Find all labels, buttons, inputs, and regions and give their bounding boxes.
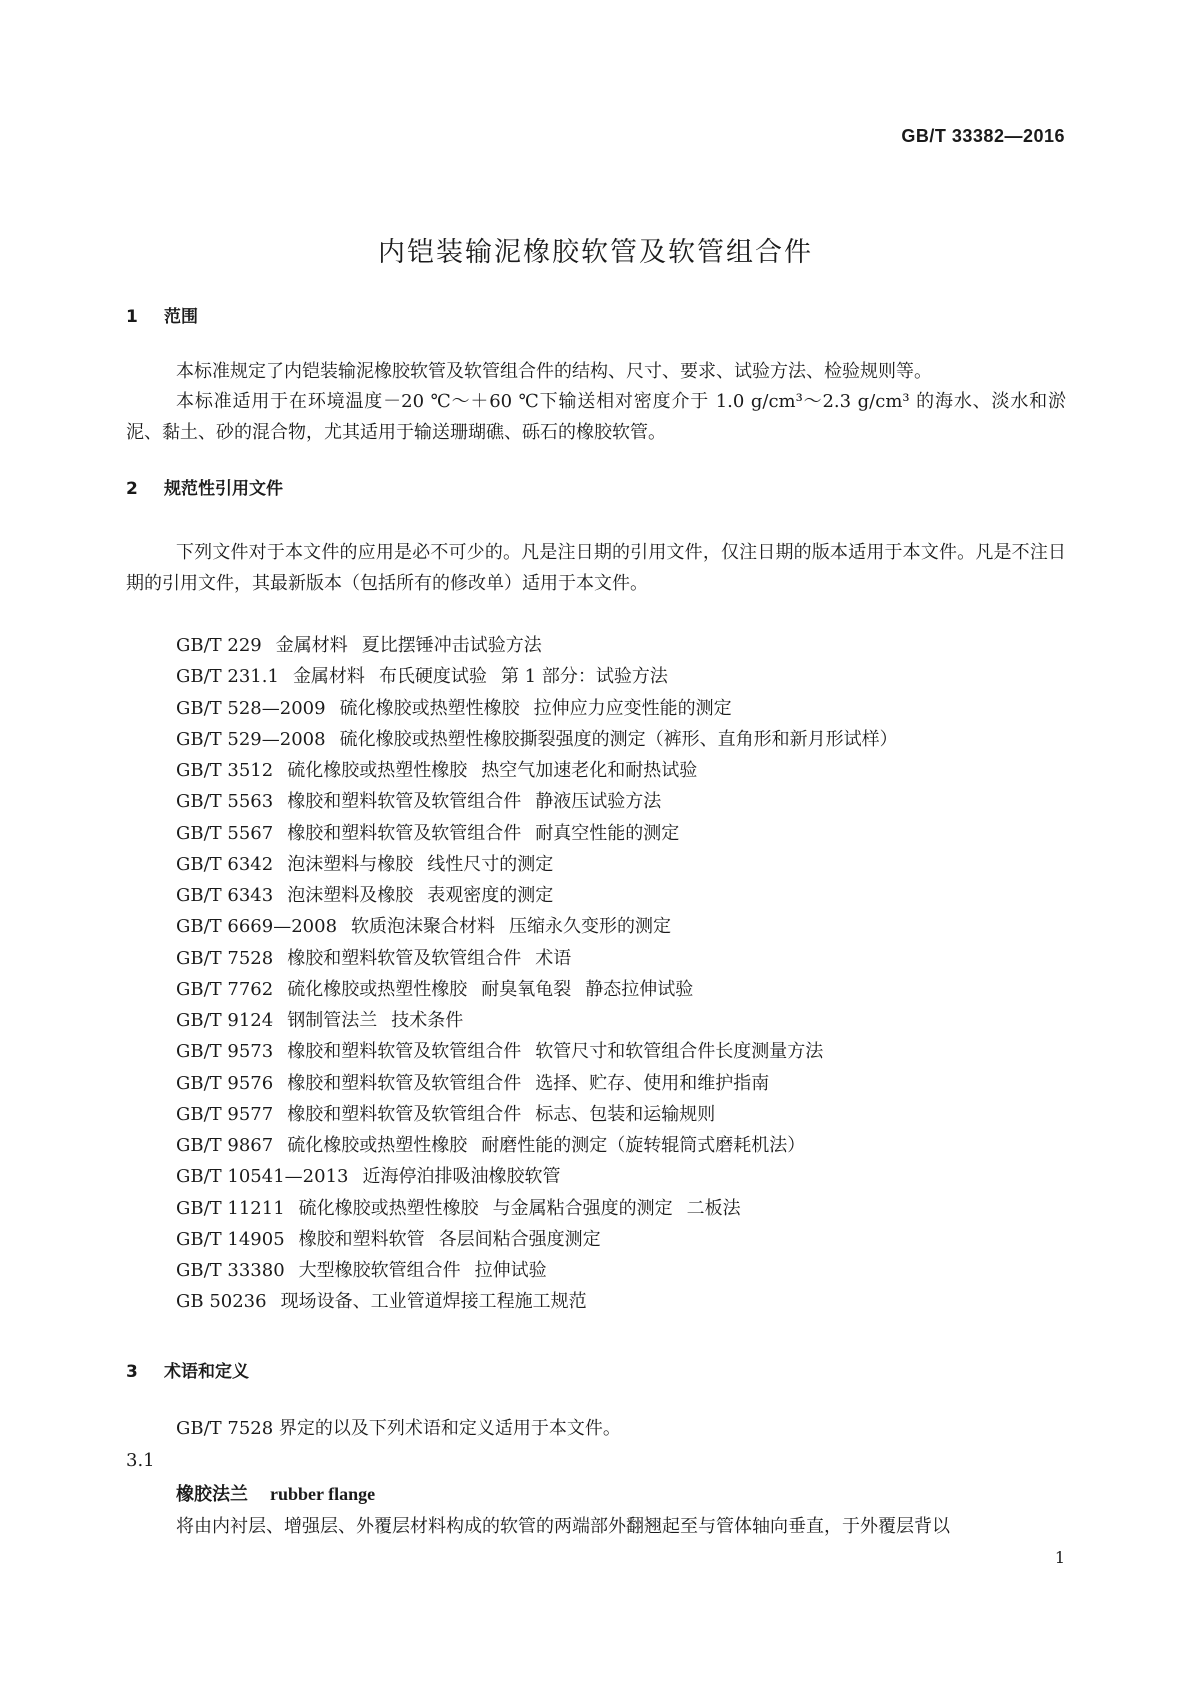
reference-title-part: 耐磨性能的测定（旋转辊筒式磨耗机法） [481, 1135, 806, 1156]
reference-title-part: 橡胶和塑料软管及软管组合件 [287, 791, 522, 813]
reference-code: GB/T 6669—2008 [176, 916, 338, 938]
reference-title-part: 表观密度的测定 [427, 885, 554, 906]
reference-code: GB/T 9577 [176, 1103, 274, 1125]
reference-code: GB/T 5567 [176, 822, 274, 844]
reference-title-part: 软管尺寸和软管组合件长度测量方法 [535, 1041, 824, 1063]
document-title: 内铠装输泥橡胶软管及软管组合件 [378, 237, 813, 268]
reference-title-part: 技术条件 [391, 1010, 464, 1031]
reference-title-part: 橡胶和塑料软管及软管组合件 [287, 1103, 522, 1125]
term-heading [176, 1480, 375, 1506]
reference-code: GB/T 231.1 [176, 666, 279, 688]
reference-item [176, 693, 912, 724]
reference-code: GB/T 14905 [176, 1228, 285, 1250]
reference-code: GB/T 9573 [176, 1041, 274, 1063]
term-chinese: 橡胶法兰 [176, 1484, 248, 1505]
reference-code: GB/T 528—2009 [176, 697, 326, 719]
reference-title-part: 橡胶和塑料软管及软管组合件 [287, 947, 522, 969]
reference-item [176, 755, 912, 786]
section-2-intro: 下列文件对于本文件的应用是必不可少的。凡是注日期的引用文件，仅注日期的版本适用于本文件。凡是不注日期的引用文件，其最新版本（包括所有的修改单）适用于本文件。 [126, 542, 1066, 594]
reference-code: GB/T 6342 [176, 853, 274, 875]
reference-title-part: 标志、包装和运输规则 [535, 1103, 716, 1125]
section-1-heading [126, 302, 198, 327]
reference-item [176, 1005, 912, 1036]
reference-code: GB/T 5563 [176, 791, 274, 813]
reference-code: GB/T 33380 [176, 1260, 285, 1281]
term-definition: 将由内衬层、增强层、外覆层材料构成的软管的两端部外翻翘起至与管体轴向垂直，于外覆层背以 [176, 1516, 950, 1537]
reference-code: GB/T 7528 [176, 947, 274, 969]
reference-code: GB/T 6343 [176, 885, 274, 906]
reference-item [176, 911, 912, 942]
reference-title-part: 大型橡胶软管组合件 [298, 1260, 461, 1281]
reference-title-part: 硫化橡胶或热塑性橡胶撕裂强度的测定（裤形、直角形和新月形试样） [339, 728, 898, 750]
reference-item [176, 880, 912, 911]
reference-title-part: 线性尺寸的测定 [427, 853, 554, 875]
reference-title-part: 选择、贮存、使用和维护指南 [535, 1072, 770, 1094]
reference-title-part: 硫化橡胶或热塑性橡胶 [287, 760, 468, 781]
reference-item [176, 943, 912, 974]
section-title: 规范性引用文件 [164, 479, 283, 499]
reference-title-part: 硫化橡胶或热塑性橡胶 [339, 697, 520, 719]
reference-item [176, 1099, 912, 1130]
reference-code: GB/T 229 [176, 635, 262, 656]
reference-title-part: 耐臭氧龟裂 [481, 978, 572, 1000]
reference-title-part: 二板法 [686, 1197, 741, 1219]
reference-item [176, 1286, 912, 1317]
reference-item [176, 818, 912, 849]
reference-item [176, 1255, 912, 1286]
reference-item [176, 1068, 912, 1099]
reference-title-part: 耐真空性能的测定 [535, 822, 680, 844]
reference-item [176, 1161, 912, 1192]
reference-item [176, 1193, 912, 1224]
reference-title-part: 静液压试验方法 [535, 791, 662, 813]
reference-title-part: 现场设备、工业管道焊接工程施工规范 [280, 1291, 587, 1313]
reference-title-part: 热空气加速老化和耐热试验 [481, 760, 698, 781]
reference-code: GB/T 9576 [176, 1072, 274, 1094]
reference-title-part: 拉伸试验 [474, 1260, 547, 1281]
reference-item [176, 724, 912, 755]
term-english: rubber flange [270, 1484, 376, 1504]
reference-item [176, 1130, 912, 1161]
reference-title-part: 金属材料 [292, 666, 365, 688]
reference-title-part: 第 1 部分：试验方法 [500, 666, 668, 688]
reference-title-part: 布氏硬度试验 [378, 666, 487, 688]
standard-number: GB/T 33382—2016 [901, 126, 1065, 146]
reference-title-part: 橡胶和塑料软管及软管组合件 [287, 1041, 522, 1063]
section-3-heading [126, 1357, 249, 1382]
reference-title-part: 硫化橡胶或热塑性橡胶 [287, 978, 468, 1000]
reference-title-part: 压缩永久变形的测定 [509, 916, 672, 938]
section-title: 范围 [164, 307, 198, 327]
section-1-paragraph-1: 本标准规定了内铠装输泥橡胶软管及软管组合件的结构、尺寸、要求、试验方法、检验规则等。 [176, 361, 932, 382]
reference-title-part: 近海停泊排吸油橡胶软管 [362, 1166, 561, 1188]
section-number: 2 [126, 479, 138, 499]
reference-code: GB/T 7762 [176, 978, 274, 1000]
reference-title-part: 术语 [535, 947, 572, 969]
section-2-heading [126, 474, 283, 499]
reference-item [176, 974, 912, 1005]
section-1-paragraph-2: 本标准适用于在环境温度－20 ℃～＋60 ℃下输送相对密度介于 1.0 g/cm³～2.3 g/cm³ 的海水、淡水和淤泥、黏土、砂的混合物，尤其适用于输送珊瑚礁、砾石的橡胶软管。 [126, 391, 1066, 443]
reference-code: GB/T 529—2008 [176, 728, 326, 750]
section-number: 1 [126, 307, 138, 327]
reference-title-part: 钢制管法兰 [287, 1010, 378, 1031]
reference-code: GB/T 3512 [176, 760, 274, 781]
reference-item [176, 849, 912, 880]
reference-title-part: 泡沫塑料与橡胶 [287, 853, 414, 875]
reference-code: GB 50236 [176, 1291, 267, 1313]
reference-title-part: 金属材料 [275, 635, 348, 656]
reference-item [176, 661, 912, 692]
reference-title-part: 与金属粘合强度的测定 [492, 1197, 673, 1219]
reference-title-part: 各层间粘合强度测定 [438, 1228, 601, 1250]
reference-code: GB/T 11211 [176, 1197, 285, 1219]
reference-item [176, 630, 912, 661]
reference-item [176, 786, 912, 817]
reference-title-part: 硫化橡胶或热塑性橡胶 [298, 1197, 479, 1219]
reference-code: GB/T 9867 [176, 1135, 274, 1156]
reference-title-part: 拉伸应力应变性能的测定 [533, 697, 732, 719]
page-number: 1 [1054, 1548, 1065, 1567]
section-3-intro: GB/T 7528 界定的以及下列术语和定义适用于本文件。 [176, 1418, 621, 1439]
reference-title-part: 泡沫塑料及橡胶 [287, 885, 414, 906]
reference-title-part: 软质泡沫聚合材料 [351, 916, 496, 938]
reference-title-part: 静态拉伸试验 [585, 978, 694, 1000]
reference-title-part: 橡胶和塑料软管及软管组合件 [287, 1072, 522, 1094]
reference-item [176, 1224, 912, 1255]
reference-title-part: 夏比摆锤冲击试验方法 [361, 635, 542, 656]
reference-title-part: 橡胶和塑料软管 [298, 1228, 425, 1250]
clause-number: 3.1 [126, 1450, 155, 1471]
section-number: 3 [126, 1362, 138, 1382]
reference-item [176, 1036, 912, 1067]
reference-title-part: 硫化橡胶或热塑性橡胶 [287, 1135, 468, 1156]
section-title: 术语和定义 [164, 1362, 249, 1382]
reference-title-part: 橡胶和塑料软管及软管组合件 [287, 822, 522, 844]
reference-code: GB/T 9124 [176, 1010, 274, 1031]
reference-code: GB/T 10541—2013 [176, 1166, 349, 1188]
normative-reference-list [176, 630, 912, 1318]
